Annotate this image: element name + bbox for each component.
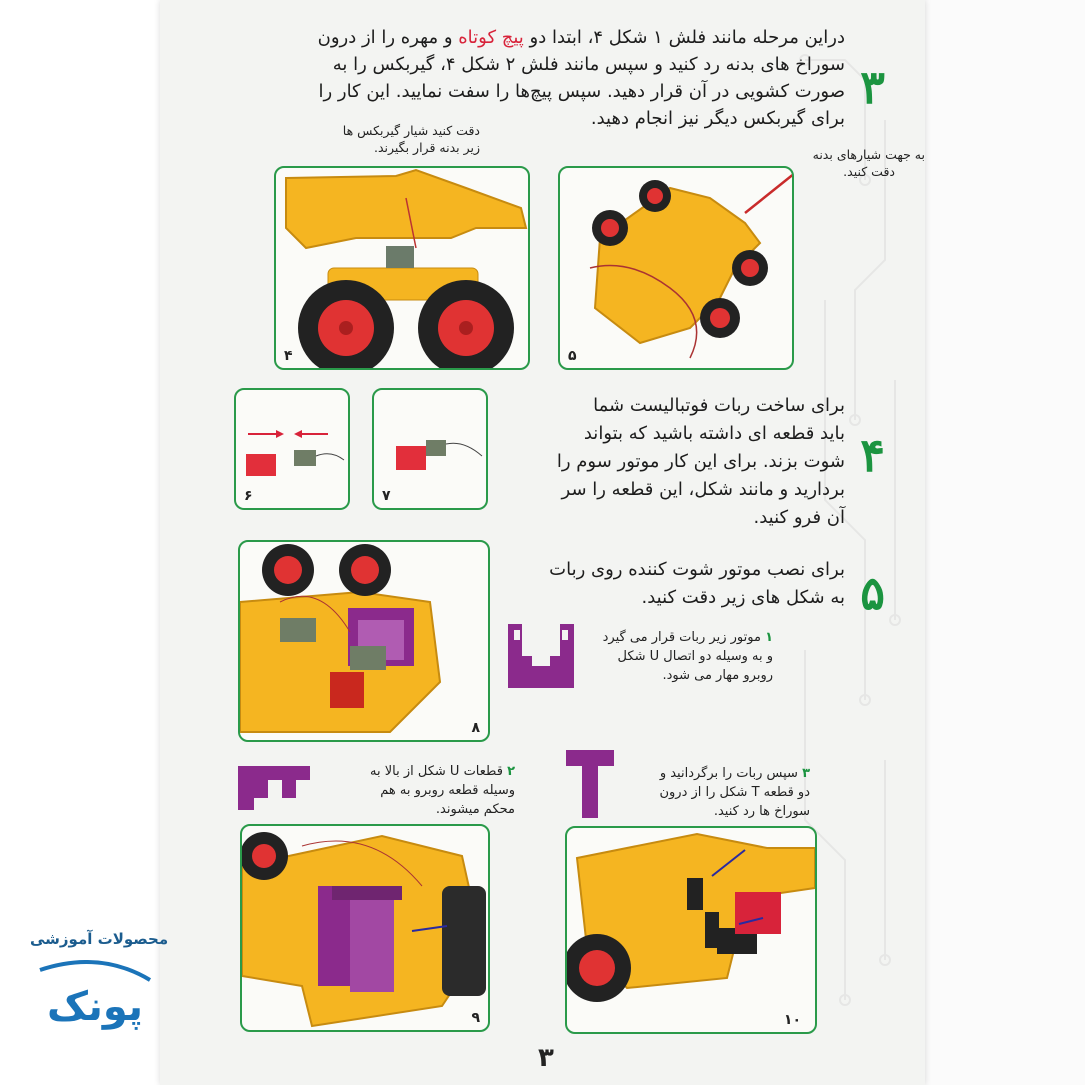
- right-background: [925, 0, 1085, 1085]
- step-number: ۳: [860, 60, 885, 114]
- fig4-note: دقت کنید شیار گیربکس ها زیر بدنه قرار بگیرند.: [342, 123, 480, 155]
- step3-line4: برای گیربکس دیگر نیز انجام دهید.: [590, 108, 845, 129]
- robot-chassis-photo: [276, 168, 528, 368]
- step5-paragraph: برای نصب موتور شوت کننده روی ربات به شکل های زیر دقت کنید.: [549, 559, 845, 608]
- step4-paragraph: برای ساخت ربات فوتبالیست شما باید قطعه ای داشته باشید که بتواند شوت بزند. برای این کار موتور سوم را بردارید و مانند شکل، این قطعه را سر آن فرو کنید.: [556, 395, 845, 528]
- figure-6: [234, 388, 350, 510]
- sub1-note: ۱ موتور زیر ربات قرار می گیرد و به وسیله دو اتصال U شکل روبرو مهار می شود.: [602, 630, 773, 683]
- step3-line1: دراین مرحله مانند فلش ۱ شکل ۴، ابتدا دو پیچ کوتاه و مهره را از درون: [317, 27, 845, 48]
- robot-assembly-photo: [240, 542, 488, 740]
- figure-label: ۸: [471, 720, 480, 736]
- motor-photo: [236, 390, 348, 508]
- figure-5: [558, 166, 794, 370]
- robot-chassis-photo: [560, 168, 792, 368]
- fig5-note: به جهت شیارهای بدنه دقت کنید.: [812, 147, 925, 179]
- step3-line2: سوراخ های بدنه رد کنید و سپس مانند فلش ۲ شکل ۴، گیربکس را به: [332, 54, 845, 75]
- brand-logo: [30, 960, 160, 1040]
- figure-label: ۵: [568, 348, 577, 364]
- figure-label: ۷: [382, 488, 391, 504]
- figure-7: [372, 388, 488, 510]
- figure-4: [274, 166, 530, 370]
- step-number: ۴: [860, 428, 885, 482]
- figure-label: ۴: [284, 348, 293, 364]
- u-piece-icon: [504, 622, 578, 690]
- figure-label: ۱۰: [783, 1012, 801, 1028]
- figure-8: [238, 540, 490, 742]
- brand-tagline: محصولات آموزشی: [30, 930, 169, 948]
- robot-assembly-photo: [567, 828, 815, 1032]
- t-piece-icon: [564, 748, 616, 820]
- sub3-note: ۳ سپس ربات را برگردانید و دو قطعه T شکل را از درون سوراخ ها رد کنید.: [659, 766, 810, 819]
- step-number: ۵: [860, 566, 885, 620]
- figure-9: [240, 824, 490, 1032]
- highlight-text: پیچ کوتاه: [458, 27, 524, 48]
- sub2-note: ۲ قطعات U شکل از بالا به وسیله قطعه روبرو به هم محکم میشوند.: [370, 764, 515, 817]
- robot-assembly-photo: [242, 826, 488, 1030]
- figure-10: [565, 826, 817, 1034]
- step3-line3: صورت کشویی در آن قرار دهید. سپس پیچ‌ها را سفت نمایید. این کار را: [318, 81, 845, 102]
- manual-page: [160, 0, 925, 1085]
- step3-paragraph: [195, 24, 845, 132]
- left-background: [0, 0, 160, 1085]
- brand-logo-text: پونک: [46, 984, 144, 1030]
- page-number: ۳: [538, 1043, 554, 1073]
- figure-label: ۹: [471, 1010, 480, 1026]
- e-piece-icon: [236, 764, 312, 812]
- figure-label: ۶: [244, 488, 253, 504]
